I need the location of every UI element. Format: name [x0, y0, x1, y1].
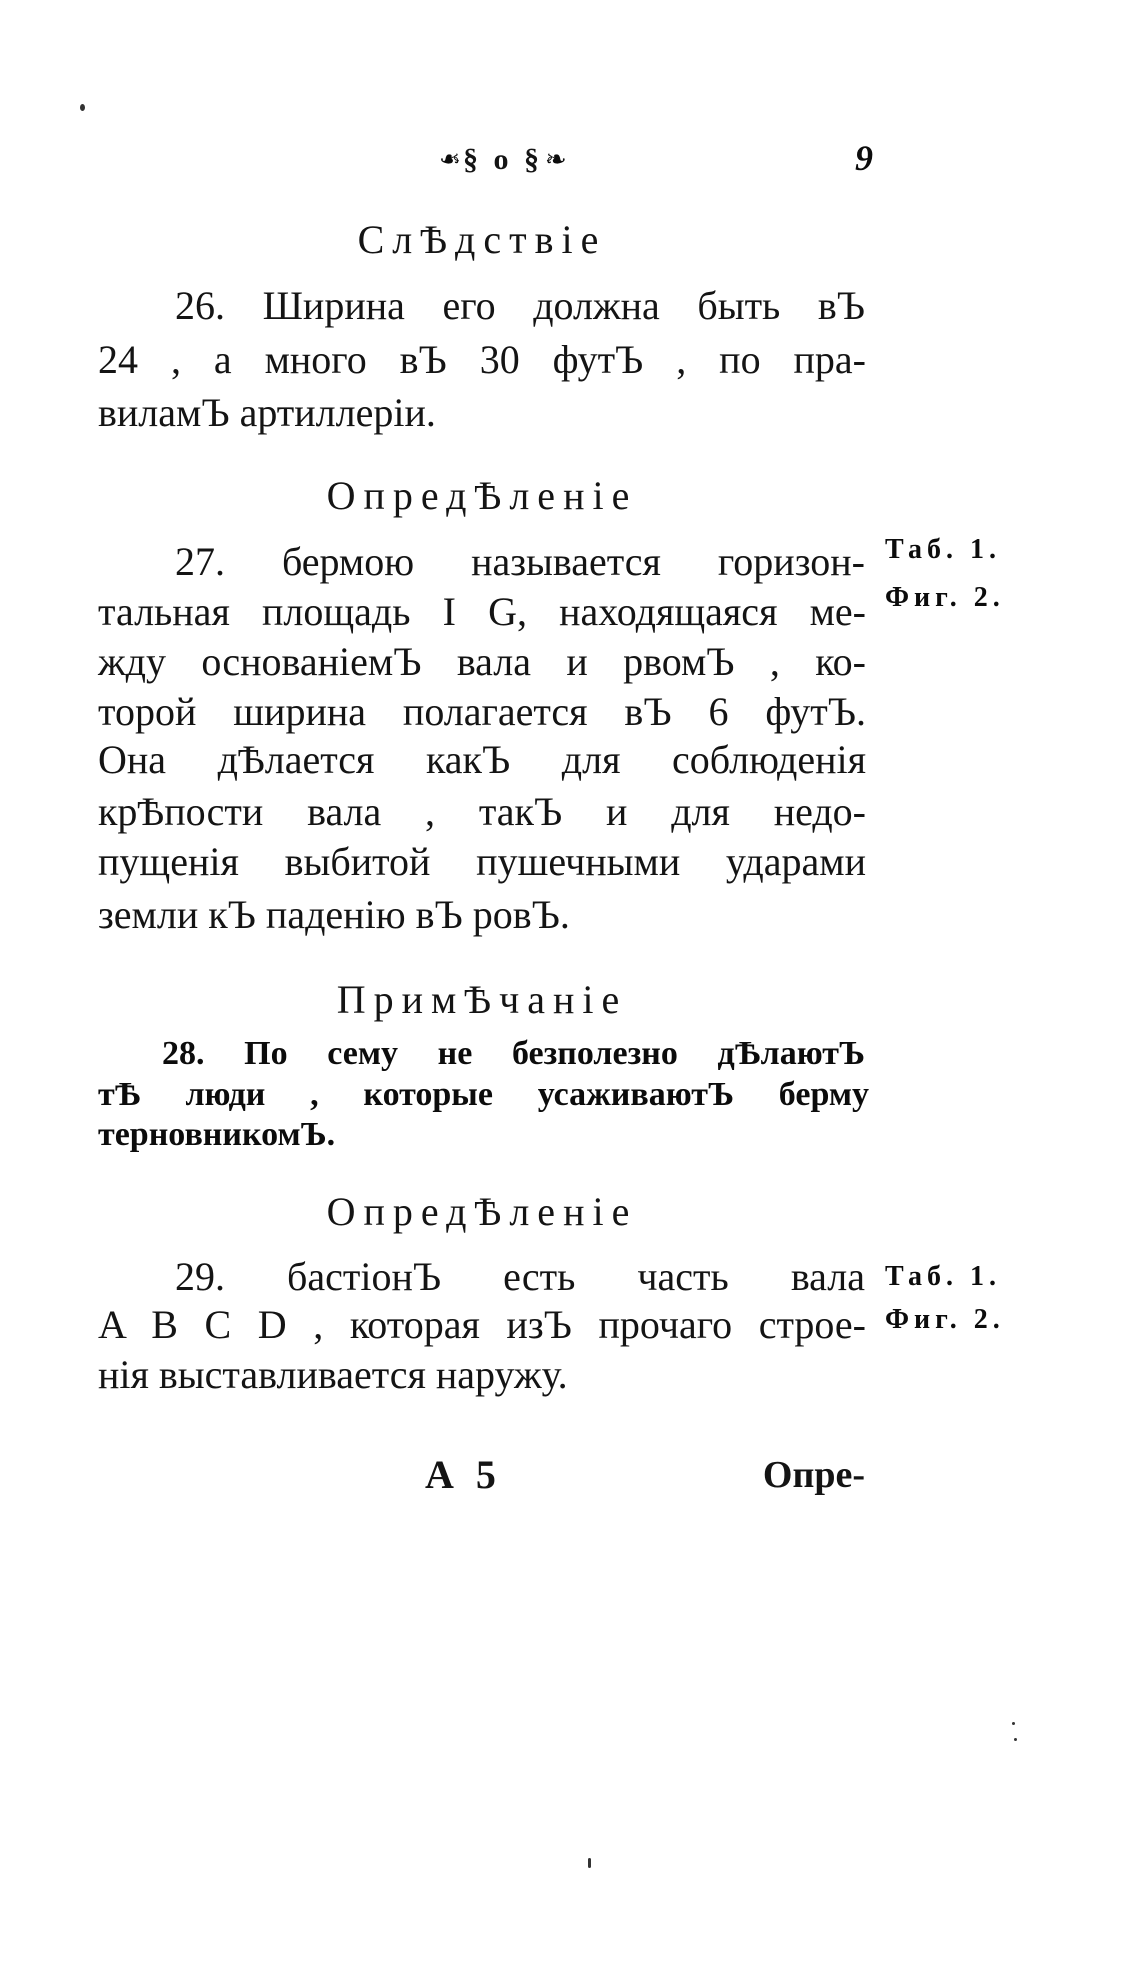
text-line: жду основаніемЪ вала и рвомЪ , ко-	[98, 639, 866, 684]
text-line: Она дѢлается какЪ для соблюденія	[98, 737, 866, 782]
scan-speck	[80, 104, 85, 111]
text-line: 27. бермою называется горизон-	[175, 539, 865, 584]
scan-speck	[1014, 1738, 1017, 1741]
fleuron-icon: ❧	[439, 145, 461, 175]
section-heading: ОпредѢленіе	[326, 1189, 638, 1234]
signature-mark: А 5	[425, 1452, 502, 1497]
margin-note-figure: Фиг. 2.	[885, 582, 1005, 613]
text-line: 26. Ширина его должна быть вЪ	[175, 283, 865, 328]
margin-note-table: Таб. 1.	[885, 1261, 1001, 1292]
text-line: нія выставливается наружу.	[98, 1352, 568, 1397]
fleuron-icon: ❧	[545, 145, 567, 175]
text-line: 24 , а много вЪ 30 футЪ , по пра-	[98, 337, 866, 382]
margin-note-table: Таб. 1.	[885, 534, 1001, 565]
margin-note-figure: Фиг. 2.	[885, 1304, 1005, 1335]
text-line: 29. бастіонЪ есть часть вала	[175, 1254, 865, 1299]
text-line: крѢпости вала , такЪ и для недо-	[98, 789, 866, 834]
scan-speck	[588, 1858, 591, 1868]
text-line: тѢ люди , которые усаживаютЪ берму	[98, 1076, 869, 1113]
ornament-text: § o §	[463, 143, 543, 176]
scan-speck	[1012, 1722, 1015, 1725]
section-heading: ПримѢчаніе	[336, 977, 628, 1022]
page-number: 9	[855, 138, 873, 178]
section-heading: ОпредѢленіе	[326, 473, 638, 518]
text-line: терновникомЪ.	[98, 1116, 336, 1153]
text-line: торой ширина полагается вЪ 6 футЪ.	[98, 689, 866, 734]
header-ornament	[418, 140, 588, 180]
text-line: пущенія выбитой пушечными ударами	[98, 839, 866, 884]
text-line: виламЪ артиллеріи.	[98, 390, 436, 435]
text-line: A B C D , которая изЪ прочаго строе-	[98, 1302, 866, 1347]
section-heading: СлѢдствіе	[357, 217, 607, 262]
catchword: Опре-	[762, 1454, 865, 1496]
text-line: земли кЪ паденію вЪ ровЪ.	[98, 892, 570, 937]
text-line: тальная площадь I G, находящаяся ме-	[98, 589, 866, 634]
text-line: 28. По сему не безполезно дѢлаютЪ	[162, 1035, 865, 1072]
